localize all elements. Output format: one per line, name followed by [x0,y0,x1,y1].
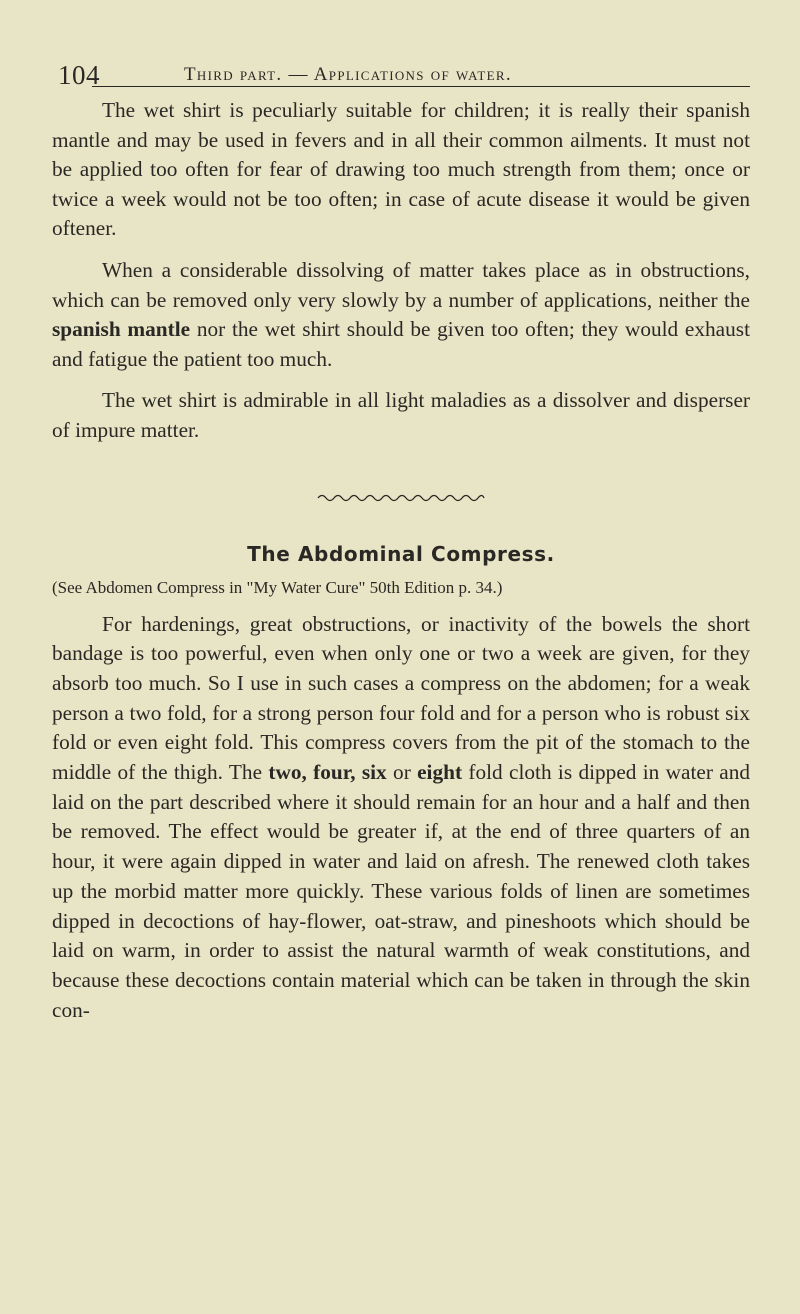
paragraph-text: or [386,760,418,785]
section-citation: (See Abdomen Compress in "My Water Cure" 50th Edition p. 34.) [52,577,503,597]
paragraph-text: should be given too often; they would exhaust and fatigue the patient too much. [52,317,750,371]
paragraph-wet-shirt-children: The wet shirt is peculiarly suitable for children; it is really their spanish mantle and may be used in fevers and in all their common ailments. It must not be applied too often for fear of drawing too much strength from them; once or twice a week would not be too often; in case of acute disease it would be given oftener. [52,98,750,241]
bold-term-spanish-mantle: spanish mantle [52,317,191,342]
paragraph-dissolving-matter [52,256,750,374]
paragraph-abdominal-compress [52,610,750,1026]
page-number: 104 [58,60,100,90]
paragraph-text: When a considerable dissolving of matter takes place as in obstructions, which can be removed only very slowly by a number of applications, neither the [52,257,750,312]
paragraph-text: fold cloth is dipped in water and laid on the part described where it should remain for an hour and a half and then be removed. The effect would be greater if, at the end of three quarters of an hour, it were again dipped in water and laid on afresh. The renewed cloth takes up the morbid matter more quickly. These various folds of linen are sometimes dipped in decoctions of hay-flower, oat-straw, and pineshoots which should be laid on warm, in order to assist the natural warmth of weak constitutions, and because these decoctions contain material which can be taken in through the skin con- [52,760,751,1022]
paragraph-text: nor the [190,317,265,342]
term-wet-shirt: wet shirt [264,317,341,342]
body-text [52,96,750,1025]
running-head-title: Third part. — Applications of water. [184,64,512,85]
bold-term-folds: two, four, six [268,760,387,785]
wavy-ornament-divider [316,492,486,502]
header-rule [92,86,750,87]
bold-term-eight: eight [417,760,463,785]
paragraph-text: For hardenings, great obstructions, or inactivity of the bowels the short bandage is too powerful, even when only one or two a week are given, for they absorb too much. So I use in such cases a compress on the abdomen; for a weak person a two fold, for a strong person four fold and for a person who is robust six fold or even eight fold. This compress covers from the pit of the stomach to the middle of the thigh. The [52,611,750,785]
paragraph-light-maladies: The wet shirt is admirable in all light maladies as a dissolver and disperser of impure matter. [52,388,750,442]
section-title: The Abdominal Compress. [247,541,555,566]
